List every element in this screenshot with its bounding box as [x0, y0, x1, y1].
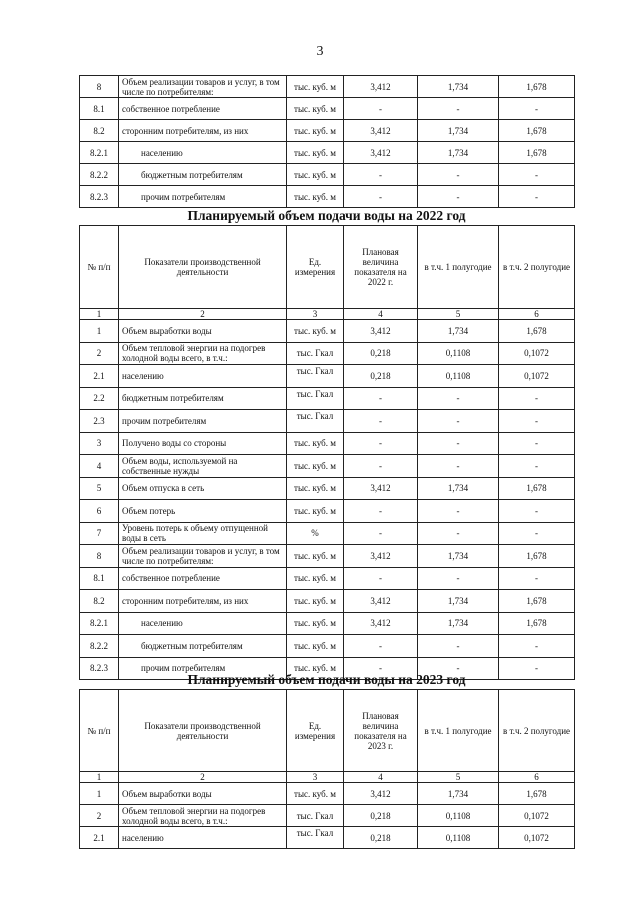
table-row — [80, 545, 575, 568]
row-indicator-name: Объем тепловой энергии на подогрев холодной воды всего, в т.ч.: — [119, 805, 287, 827]
row-indicator-name: прочим потребителям — [119, 186, 287, 208]
table-row — [80, 432, 575, 455]
row-second-half-value: 1,678 — [499, 477, 575, 500]
row-unit: тыс. куб. м — [287, 76, 344, 98]
row-plan-value: - — [344, 410, 418, 433]
water-supply-table-2023 — [79, 689, 575, 849]
row-first-half-value: - — [418, 186, 499, 208]
row-indicator-name: Получено воды со стороны — [119, 432, 287, 455]
row-first-half-value: - — [418, 500, 499, 523]
section-title-2023: Планируемый объем подачи воды на 2023 год — [187, 672, 466, 687]
row-plan-value: - — [344, 500, 418, 523]
continuation-table — [79, 75, 575, 208]
row-plan-value: 0,218 — [344, 827, 418, 849]
row-plan-value: 3,412 — [344, 320, 418, 343]
row-unit: тыс. Гкал — [287, 827, 344, 849]
row-second-half-value: - — [499, 410, 575, 433]
table-row — [80, 387, 575, 410]
header-h2: в т.ч. 2 полугодие — [499, 690, 575, 772]
row-number: 8 — [80, 76, 119, 98]
row-unit: тыс. куб. м — [287, 98, 344, 120]
table-row — [80, 635, 575, 658]
row-plan-value: 3,412 — [344, 120, 418, 142]
row-number: 2.2 — [80, 387, 119, 410]
row-first-half-value: - — [418, 567, 499, 590]
column-index: 1 — [80, 309, 119, 320]
row-second-half-value: - — [499, 567, 575, 590]
row-indicator-name: Объем воды, используемой на собственные нужды — [119, 455, 287, 478]
row-number: 8.2.3 — [80, 186, 119, 208]
header-unit: Ед. измерения — [287, 226, 344, 309]
row-second-half-value: 1,678 — [499, 612, 575, 635]
table-row — [80, 76, 575, 98]
row-first-half-value: 1,734 — [418, 783, 499, 805]
row-indicator-name: Объем выработки воды — [119, 783, 287, 805]
column-index: 6 — [499, 772, 575, 783]
row-plan-value: - — [344, 98, 418, 120]
row-indicator-name: Объем выработки воды — [119, 320, 287, 343]
row-second-half-value: - — [499, 635, 575, 658]
row-plan-value: 3,412 — [344, 76, 418, 98]
row-second-half-value: - — [499, 522, 575, 545]
row-number: 5 — [80, 477, 119, 500]
row-second-half-value: 1,678 — [499, 320, 575, 343]
row-first-half-value: - — [418, 387, 499, 410]
row-plan-value: 3,412 — [344, 142, 418, 164]
row-indicator-name: бюджетным потребителям — [119, 635, 287, 658]
row-second-half-value: 0,1072 — [499, 805, 575, 827]
row-unit: тыс. куб. м — [287, 186, 344, 208]
table-row — [80, 805, 575, 827]
row-plan-value: 3,412 — [344, 590, 418, 613]
table-row — [80, 567, 575, 590]
column-index: 1 — [80, 772, 119, 783]
table-row — [80, 342, 575, 365]
row-unit: тыс. Гкал — [287, 365, 344, 388]
row-first-half-value: 1,734 — [418, 142, 499, 164]
row-indicator-name: населению — [119, 365, 287, 388]
header-unit: Ед. измерения — [287, 690, 344, 772]
row-plan-value: 3,412 — [344, 612, 418, 635]
row-unit: тыс. куб. м — [287, 477, 344, 500]
column-index: 5 — [418, 772, 499, 783]
column-index: 6 — [499, 309, 575, 320]
row-first-half-value: 1,734 — [418, 545, 499, 568]
row-second-half-value: 1,678 — [499, 142, 575, 164]
table-row — [80, 477, 575, 500]
row-plan-value: - — [344, 522, 418, 545]
table-row — [80, 120, 575, 142]
row-unit: тыс. Гкал — [287, 387, 344, 410]
table-row — [80, 522, 575, 545]
row-second-half-value: 1,678 — [499, 545, 575, 568]
column-index: 3 — [287, 772, 344, 783]
row-plan-value: 3,412 — [344, 783, 418, 805]
row-unit: тыс. куб. м — [287, 120, 344, 142]
row-plan-value: - — [344, 657, 418, 680]
row-first-half-value: - — [418, 164, 499, 186]
row-plan-value: - — [344, 432, 418, 455]
header-name: Показатели производственной деятельности — [119, 690, 287, 772]
row-indicator-name: населению — [119, 827, 287, 849]
row-number: 2 — [80, 342, 119, 365]
table-row — [80, 186, 575, 208]
row-second-half-value: 1,678 — [499, 76, 575, 98]
row-number: 1 — [80, 320, 119, 343]
row-indicator-name: Объем реализации товаров и услуг, в том числе по потребителям: — [119, 545, 287, 568]
section-title-2022: Планируемый объем подачи воды на 2022 год — [187, 208, 466, 223]
table-row — [80, 500, 575, 523]
row-indicator-name: прочим потребителям — [119, 657, 287, 680]
row-number: 8.2.2 — [80, 164, 119, 186]
column-index-row — [80, 772, 575, 783]
header-name: Показатели производственной деятельности — [119, 226, 287, 309]
header-h1: в т.ч. 1 полугодие — [418, 690, 499, 772]
row-second-half-value: - — [499, 164, 575, 186]
row-plan-value: - — [344, 567, 418, 590]
table-header-row — [80, 690, 575, 772]
row-first-half-value: - — [418, 455, 499, 478]
row-second-half-value: 0,1072 — [499, 342, 575, 365]
row-unit: тыс. куб. м — [287, 612, 344, 635]
row-plan-value: - — [344, 186, 418, 208]
row-second-half-value: - — [499, 500, 575, 523]
row-indicator-name: Объем реализации товаров и услуг, в том числе по потребителям: — [119, 76, 287, 98]
column-index-row — [80, 309, 575, 320]
row-number: 8.2.2 — [80, 635, 119, 658]
table-header-row — [80, 226, 575, 309]
header-h1: в т.ч. 1 полугодие — [418, 226, 499, 309]
table-row — [80, 365, 575, 388]
row-plan-value: - — [344, 387, 418, 410]
row-first-half-value: 1,734 — [418, 612, 499, 635]
row-unit: тыс. куб. м — [287, 635, 344, 658]
row-second-half-value: 0,1072 — [499, 365, 575, 388]
row-plan-value: 3,412 — [344, 545, 418, 568]
row-second-half-value: - — [499, 98, 575, 120]
row-first-half-value: 0,1108 — [418, 805, 499, 827]
row-first-half-value: - — [418, 522, 499, 545]
row-first-half-value: 0,1108 — [418, 365, 499, 388]
row-number: 2.3 — [80, 410, 119, 433]
water-supply-table-2022 — [79, 225, 575, 680]
column-index: 3 — [287, 309, 344, 320]
column-index: 2 — [119, 772, 287, 783]
row-first-half-value: 1,734 — [418, 320, 499, 343]
table-row — [80, 142, 575, 164]
row-indicator-name: сторонним потребителям, из них — [119, 590, 287, 613]
row-plan-value: - — [344, 455, 418, 478]
row-unit: тыс. куб. м — [287, 657, 344, 680]
row-second-half-value: 1,678 — [499, 783, 575, 805]
row-unit: тыс. куб. м — [287, 164, 344, 186]
row-number: 2.1 — [80, 365, 119, 388]
header-plan: Плановая величина показателя на 2022 г. — [344, 226, 418, 309]
row-number: 8.2.3 — [80, 657, 119, 680]
row-unit: тыс. куб. м — [287, 142, 344, 164]
row-first-half-value: - — [418, 410, 499, 433]
column-index: 2 — [119, 309, 287, 320]
row-second-half-value: 0,1072 — [499, 827, 575, 849]
row-indicator-name: Уровень потерь к объему отпущенной воды в сеть — [119, 522, 287, 545]
row-first-half-value: - — [418, 657, 499, 680]
table-row — [80, 827, 575, 849]
table-row — [80, 164, 575, 186]
row-indicator-name: собственное потребление — [119, 567, 287, 590]
row-unit: тыс. куб. м — [287, 567, 344, 590]
row-unit: % — [287, 522, 344, 545]
row-indicator-name: бюджетным потребителям — [119, 164, 287, 186]
row-first-half-value: - — [418, 98, 499, 120]
row-unit: тыс. куб. м — [287, 783, 344, 805]
row-first-half-value: 1,734 — [418, 76, 499, 98]
row-indicator-name: собственное потребление — [119, 98, 287, 120]
row-second-half-value: 1,678 — [499, 590, 575, 613]
row-number: 7 — [80, 522, 119, 545]
row-unit: тыс. куб. м — [287, 500, 344, 523]
row-indicator-name: населению — [119, 612, 287, 635]
header-h2: в т.ч. 2 полугодие — [499, 226, 575, 309]
header-num: № п/п — [80, 226, 119, 309]
row-unit: тыс. Гкал — [287, 410, 344, 433]
row-indicator-name: населению — [119, 142, 287, 164]
row-plan-value: 3,412 — [344, 477, 418, 500]
row-unit: тыс. куб. м — [287, 545, 344, 568]
table-row — [80, 98, 575, 120]
row-unit: тыс. куб. м — [287, 455, 344, 478]
row-number: 8.1 — [80, 567, 119, 590]
table-row — [80, 410, 575, 433]
row-number: 8.2 — [80, 590, 119, 613]
row-number: 4 — [80, 455, 119, 478]
row-first-half-value: - — [418, 432, 499, 455]
row-number: 8.2.1 — [80, 612, 119, 635]
table-row — [80, 612, 575, 635]
row-indicator-name: сторонним потребителям, из них — [119, 120, 287, 142]
row-unit: тыс. Гкал — [287, 342, 344, 365]
row-first-half-value: - — [418, 635, 499, 658]
row-indicator-name: Объем отпуска в сеть — [119, 477, 287, 500]
row-first-half-value: 1,734 — [418, 120, 499, 142]
row-plan-value: 0,218 — [344, 342, 418, 365]
table-row — [80, 455, 575, 478]
row-first-half-value: 0,1108 — [418, 342, 499, 365]
row-number: 1 — [80, 783, 119, 805]
row-second-half-value: - — [499, 455, 575, 478]
row-second-half-value: - — [499, 657, 575, 680]
row-unit: тыс. Гкал — [287, 805, 344, 827]
row-second-half-value: - — [499, 432, 575, 455]
row-number: 3 — [80, 432, 119, 455]
row-first-half-value: 0,1108 — [418, 827, 499, 849]
row-indicator-name: Объем тепловой энергии на подогрев холодной воды всего, в т.ч.: — [119, 342, 287, 365]
row-indicator-name: бюджетным потребителям — [119, 387, 287, 410]
row-first-half-value: 1,734 — [418, 590, 499, 613]
row-number: 8.2.1 — [80, 142, 119, 164]
column-index: 4 — [344, 772, 418, 783]
row-second-half-value: 1,678 — [499, 120, 575, 142]
row-plan-value: - — [344, 164, 418, 186]
row-second-half-value: - — [499, 387, 575, 410]
row-indicator-name: прочим потребителям — [119, 410, 287, 433]
row-unit: тыс. куб. м — [287, 320, 344, 343]
row-number: 8.2 — [80, 120, 119, 142]
row-first-half-value: 1,734 — [418, 477, 499, 500]
row-plan-value: 0,218 — [344, 805, 418, 827]
column-index: 4 — [344, 309, 418, 320]
table-row — [80, 320, 575, 343]
table-row — [80, 590, 575, 613]
row-number: 2.1 — [80, 827, 119, 849]
header-plan: Плановая величина показателя на 2023 г. — [344, 690, 418, 772]
row-second-half-value: - — [499, 186, 575, 208]
row-unit: тыс. куб. м — [287, 590, 344, 613]
row-number: 8 — [80, 545, 119, 568]
row-number: 2 — [80, 805, 119, 827]
row-plan-value: 0,218 — [344, 365, 418, 388]
row-indicator-name: Объем потерь — [119, 500, 287, 523]
row-number: 8.1 — [80, 98, 119, 120]
row-unit: тыс. куб. м — [287, 432, 344, 455]
column-index: 5 — [418, 309, 499, 320]
row-number: 6 — [80, 500, 119, 523]
table-row — [80, 783, 575, 805]
row-plan-value: - — [344, 635, 418, 658]
header-num: № п/п — [80, 690, 119, 772]
page-number: 3 — [316, 44, 324, 59]
